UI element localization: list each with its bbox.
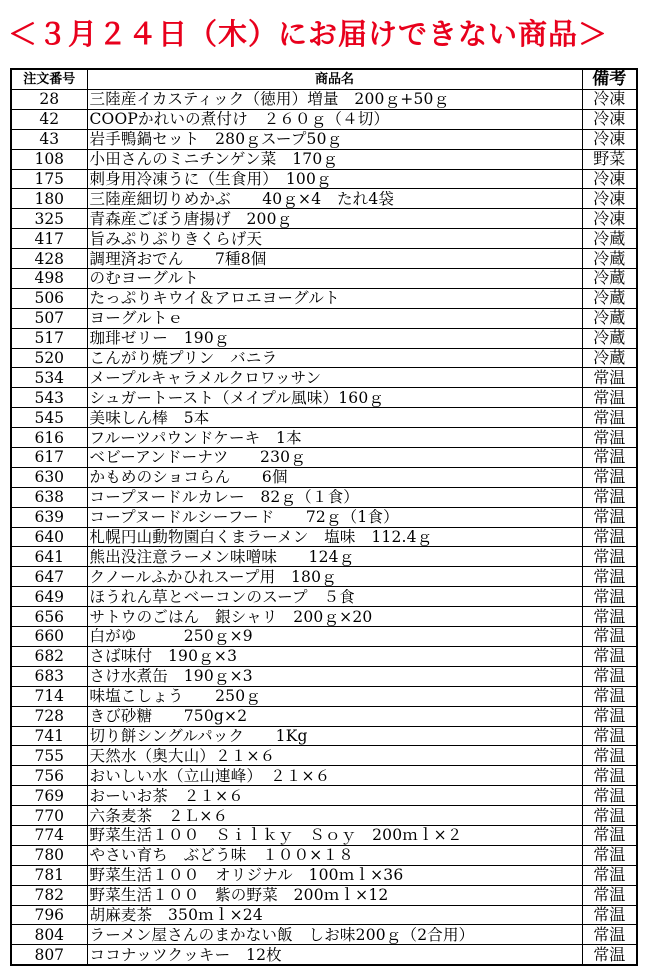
table-row <box>11 288 637 308</box>
note-cell: 冷蔵 <box>582 328 637 348</box>
product-name-cell: 三陸産細切りめかぶ 40ｇ×4 たれ4袋 <box>87 189 582 209</box>
table-row <box>11 229 637 249</box>
order-number-cell: 517 <box>11 328 87 348</box>
note-cell: 冷凍 <box>582 209 637 229</box>
product-name-cell: 三陸産イカスティック（徳用）増量 200ｇ+50ｇ <box>87 90 582 110</box>
order-number-cell: 660 <box>11 627 87 647</box>
product-name-cell: 白がゆ 250ｇ×9 <box>87 627 582 647</box>
product-name-cell: シュガートースト（メイプル風味）160ｇ <box>87 388 582 408</box>
order-number-cell: 43 <box>11 129 87 149</box>
undeliverable-items-table <box>10 68 638 966</box>
order-number-cell: 498 <box>11 269 87 289</box>
table-row <box>11 348 637 368</box>
table-row <box>11 169 637 189</box>
table-row <box>11 925 637 945</box>
note-cell: 常温 <box>582 428 637 448</box>
table-row <box>11 825 637 845</box>
product-name-cell: 珈琲ゼリー 190ｇ <box>87 328 582 348</box>
product-name-cell: 旨みぷりぷりきくらげ天 <box>87 229 582 249</box>
product-name-cell: ベビーアンドーナツ 230ｇ <box>87 448 582 468</box>
product-name-cell: ココナッツクッキー 12枚 <box>87 945 582 965</box>
product-name-cell: おーいお茶 ２１×６ <box>87 786 582 806</box>
product-name-cell: かもめのショコらん 6個 <box>87 467 582 487</box>
note-cell: 常温 <box>582 945 637 965</box>
order-number-cell: 781 <box>11 865 87 885</box>
order-number-cell: 325 <box>11 209 87 229</box>
product-name-cell: おいしい水（立山連峰） ２１×６ <box>87 766 582 786</box>
order-number-cell: 108 <box>11 149 87 169</box>
table-header-row <box>11 69 637 90</box>
order-number-cell: 804 <box>11 925 87 945</box>
note-cell: 常温 <box>582 726 637 746</box>
table-row <box>11 646 637 666</box>
order-number-cell: 656 <box>11 607 87 627</box>
order-number-cell: 682 <box>11 646 87 666</box>
note-cell: 常温 <box>582 905 637 925</box>
product-name-cell: 札幌円山動物園白くまラーメン 塩味 112.4ｇ <box>87 527 582 547</box>
table-row <box>11 527 637 547</box>
order-number-cell: 649 <box>11 587 87 607</box>
note-cell: 常温 <box>582 587 637 607</box>
note-cell: 常温 <box>582 865 637 885</box>
order-number-cell: 507 <box>11 308 87 328</box>
order-number-cell: 520 <box>11 348 87 368</box>
table-row <box>11 607 637 627</box>
order-number-cell: 617 <box>11 448 87 468</box>
note-cell: 常温 <box>582 507 637 527</box>
note-cell: 常温 <box>582 925 637 945</box>
order-number-cell: 639 <box>11 507 87 527</box>
product-name-cell: 胡麻麦茶 350ｍｌ×24 <box>87 905 582 925</box>
note-cell: 常温 <box>582 408 637 428</box>
order-number-cell: 770 <box>11 806 87 826</box>
product-name-cell: クノールふかひれスープ用 180ｇ <box>87 567 582 587</box>
note-cell: 冷蔵 <box>582 229 637 249</box>
table-row <box>11 686 637 706</box>
note-cell: 冷凍 <box>582 169 637 189</box>
note-cell: 常温 <box>582 547 637 567</box>
table-row <box>11 666 637 686</box>
note-cell: 常温 <box>582 766 637 786</box>
note-cell: 常温 <box>582 885 637 905</box>
table-row <box>11 786 637 806</box>
table-row <box>11 706 637 726</box>
header-product-name: 商品名 <box>87 69 582 90</box>
product-name-cell: 美味しん棒 5本 <box>87 408 582 428</box>
product-name-cell: 刺身用冷凍うに（生食用） 100ｇ <box>87 169 582 189</box>
order-number-cell: 807 <box>11 945 87 965</box>
product-name-cell: きび砂糖 750g×2 <box>87 706 582 726</box>
note-cell: 常温 <box>582 825 637 845</box>
table-row <box>11 249 637 269</box>
note-cell: 冷蔵 <box>582 288 637 308</box>
product-name-cell: COOPかれいの煮付け ２６０ｇ（４切） <box>87 109 582 129</box>
order-number-cell: 774 <box>11 825 87 845</box>
order-number-cell: 728 <box>11 706 87 726</box>
product-name-cell: 野菜生活１００ 紫の野菜 200ｍｌ×12 <box>87 885 582 905</box>
note-cell: 野菜 <box>582 149 637 169</box>
table-row <box>11 567 637 587</box>
table-row <box>11 587 637 607</box>
table-row <box>11 945 637 965</box>
order-number-cell: 616 <box>11 428 87 448</box>
note-cell: 冷凍 <box>582 129 637 149</box>
order-number-cell: 42 <box>11 109 87 129</box>
table-row <box>11 428 637 448</box>
product-name-cell: 野菜生活１００ オリジナル 100ｍｌ×36 <box>87 865 582 885</box>
order-number-cell: 175 <box>11 169 87 189</box>
product-name-cell: 六条麦茶 ２Ｌ×６ <box>87 806 582 826</box>
note-cell: 冷蔵 <box>582 249 637 269</box>
table-row <box>11 90 637 110</box>
table-row <box>11 487 637 507</box>
product-name-cell: こんがり焼プリン バニラ <box>87 348 582 368</box>
order-number-cell: 641 <box>11 547 87 567</box>
table-row <box>11 109 637 129</box>
note-cell: 常温 <box>582 746 637 766</box>
table-row <box>11 746 637 766</box>
table-row <box>11 388 637 408</box>
product-name-cell: さけ水煮缶 190ｇ×3 <box>87 666 582 686</box>
order-number-cell: 796 <box>11 905 87 925</box>
note-cell: 常温 <box>582 627 637 647</box>
note-cell: 常温 <box>582 527 637 547</box>
order-number-cell: 782 <box>11 885 87 905</box>
product-name-cell: サトウのごはん 銀シャリ 200ｇ×20 <box>87 607 582 627</box>
table-row <box>11 308 637 328</box>
product-name-cell: ラーメン屋さんのまかない飯 しお味200ｇ（2合用） <box>87 925 582 945</box>
note-cell: 常温 <box>582 467 637 487</box>
note-cell: 常温 <box>582 646 637 666</box>
product-name-cell: 天然水（奥大山）２１×６ <box>87 746 582 766</box>
order-number-cell: 683 <box>11 666 87 686</box>
product-name-cell: フルーツパウンドケーキ 1本 <box>87 428 582 448</box>
table-row <box>11 507 637 527</box>
product-name-cell: 野菜生活１００ Ｓｉｌｋｙ Ｓｏｙ 200ｍｌ×２ <box>87 825 582 845</box>
note-cell: 冷凍 <box>582 109 637 129</box>
table-row <box>11 129 637 149</box>
page-title: ＜３月２４日（木）にお届けできない商品＞ <box>8 17 609 51</box>
note-cell: 常温 <box>582 706 637 726</box>
product-name-cell: メープルキャラメルクロワッサン <box>87 368 582 388</box>
order-number-cell: 741 <box>11 726 87 746</box>
table-row <box>11 905 637 925</box>
table-row <box>11 627 637 647</box>
order-number-cell: 534 <box>11 368 87 388</box>
note-cell: 冷凍 <box>582 90 637 110</box>
product-name-cell: 小田さんのミニチンゲン菜 170ｇ <box>87 149 582 169</box>
order-number-cell: 647 <box>11 567 87 587</box>
order-number-cell: 180 <box>11 189 87 209</box>
note-cell: 常温 <box>582 686 637 706</box>
table-row <box>11 865 637 885</box>
order-number-cell: 769 <box>11 786 87 806</box>
table-row <box>11 269 637 289</box>
table-row <box>11 448 637 468</box>
order-number-cell: 428 <box>11 249 87 269</box>
product-name-cell: ほうれん草とベーコンのスープ ５食 <box>87 587 582 607</box>
product-name-cell: のむヨーグルト <box>87 269 582 289</box>
order-number-cell: 756 <box>11 766 87 786</box>
order-number-cell: 755 <box>11 746 87 766</box>
order-number-cell: 630 <box>11 467 87 487</box>
table-row <box>11 467 637 487</box>
table-row <box>11 408 637 428</box>
order-number-cell: 28 <box>11 90 87 110</box>
table-row <box>11 368 637 388</box>
table-row <box>11 209 637 229</box>
note-cell: 冷蔵 <box>582 269 637 289</box>
table-row <box>11 806 637 826</box>
table-row <box>11 845 637 865</box>
order-number-cell: 780 <box>11 845 87 865</box>
order-number-cell: 545 <box>11 408 87 428</box>
product-name-cell: 岩手鴨鍋セット 280ｇスープ50ｇ <box>87 129 582 149</box>
product-name-cell: 調理済おでん 7種8個 <box>87 249 582 269</box>
table-row <box>11 726 637 746</box>
product-name-cell: 青森産ごぼう唐揚げ 200ｇ <box>87 209 582 229</box>
note-cell: 冷蔵 <box>582 308 637 328</box>
table-row <box>11 547 637 567</box>
table-row <box>11 189 637 209</box>
product-name-cell: 味塩こしょう 250ｇ <box>87 686 582 706</box>
product-name-cell: 熊出没注意ラーメン味噌味 124ｇ <box>87 547 582 567</box>
note-cell: 常温 <box>582 368 637 388</box>
product-name-cell: たっぷりキウイ＆アロエヨーグルト <box>87 288 582 308</box>
order-number-cell: 714 <box>11 686 87 706</box>
note-cell: 常温 <box>582 845 637 865</box>
note-cell: 常温 <box>582 806 637 826</box>
product-name-cell: コープヌードルカレー 82ｇ（１食） <box>87 487 582 507</box>
order-number-cell: 640 <box>11 527 87 547</box>
product-name-cell: コープヌードルシーフード 72ｇ（1食） <box>87 507 582 527</box>
product-name-cell: ヨーグルトｅ <box>87 308 582 328</box>
product-name-cell: さば味付 190ｇ×3 <box>87 646 582 666</box>
table-row <box>11 766 637 786</box>
note-cell: 冷蔵 <box>582 348 637 368</box>
table-row <box>11 328 637 348</box>
note-cell: 常温 <box>582 567 637 587</box>
product-name-cell: 切り餅シングルパック 1Kg <box>87 726 582 746</box>
note-cell: 常温 <box>582 388 637 408</box>
note-cell: 常温 <box>582 786 637 806</box>
table-row <box>11 149 637 169</box>
header-order-number: 注文番号 <box>11 69 87 90</box>
product-name-cell: やさい育ち ぶどう味 １００×１８ <box>87 845 582 865</box>
header-note: 備考 <box>582 69 637 90</box>
note-cell: 常温 <box>582 487 637 507</box>
table-row <box>11 885 637 905</box>
note-cell: 冷凍 <box>582 189 637 209</box>
order-number-cell: 638 <box>11 487 87 507</box>
order-number-cell: 543 <box>11 388 87 408</box>
order-number-cell: 506 <box>11 288 87 308</box>
note-cell: 常温 <box>582 607 637 627</box>
order-number-cell: 417 <box>11 229 87 249</box>
note-cell: 常温 <box>582 666 637 686</box>
note-cell: 常温 <box>582 448 637 468</box>
